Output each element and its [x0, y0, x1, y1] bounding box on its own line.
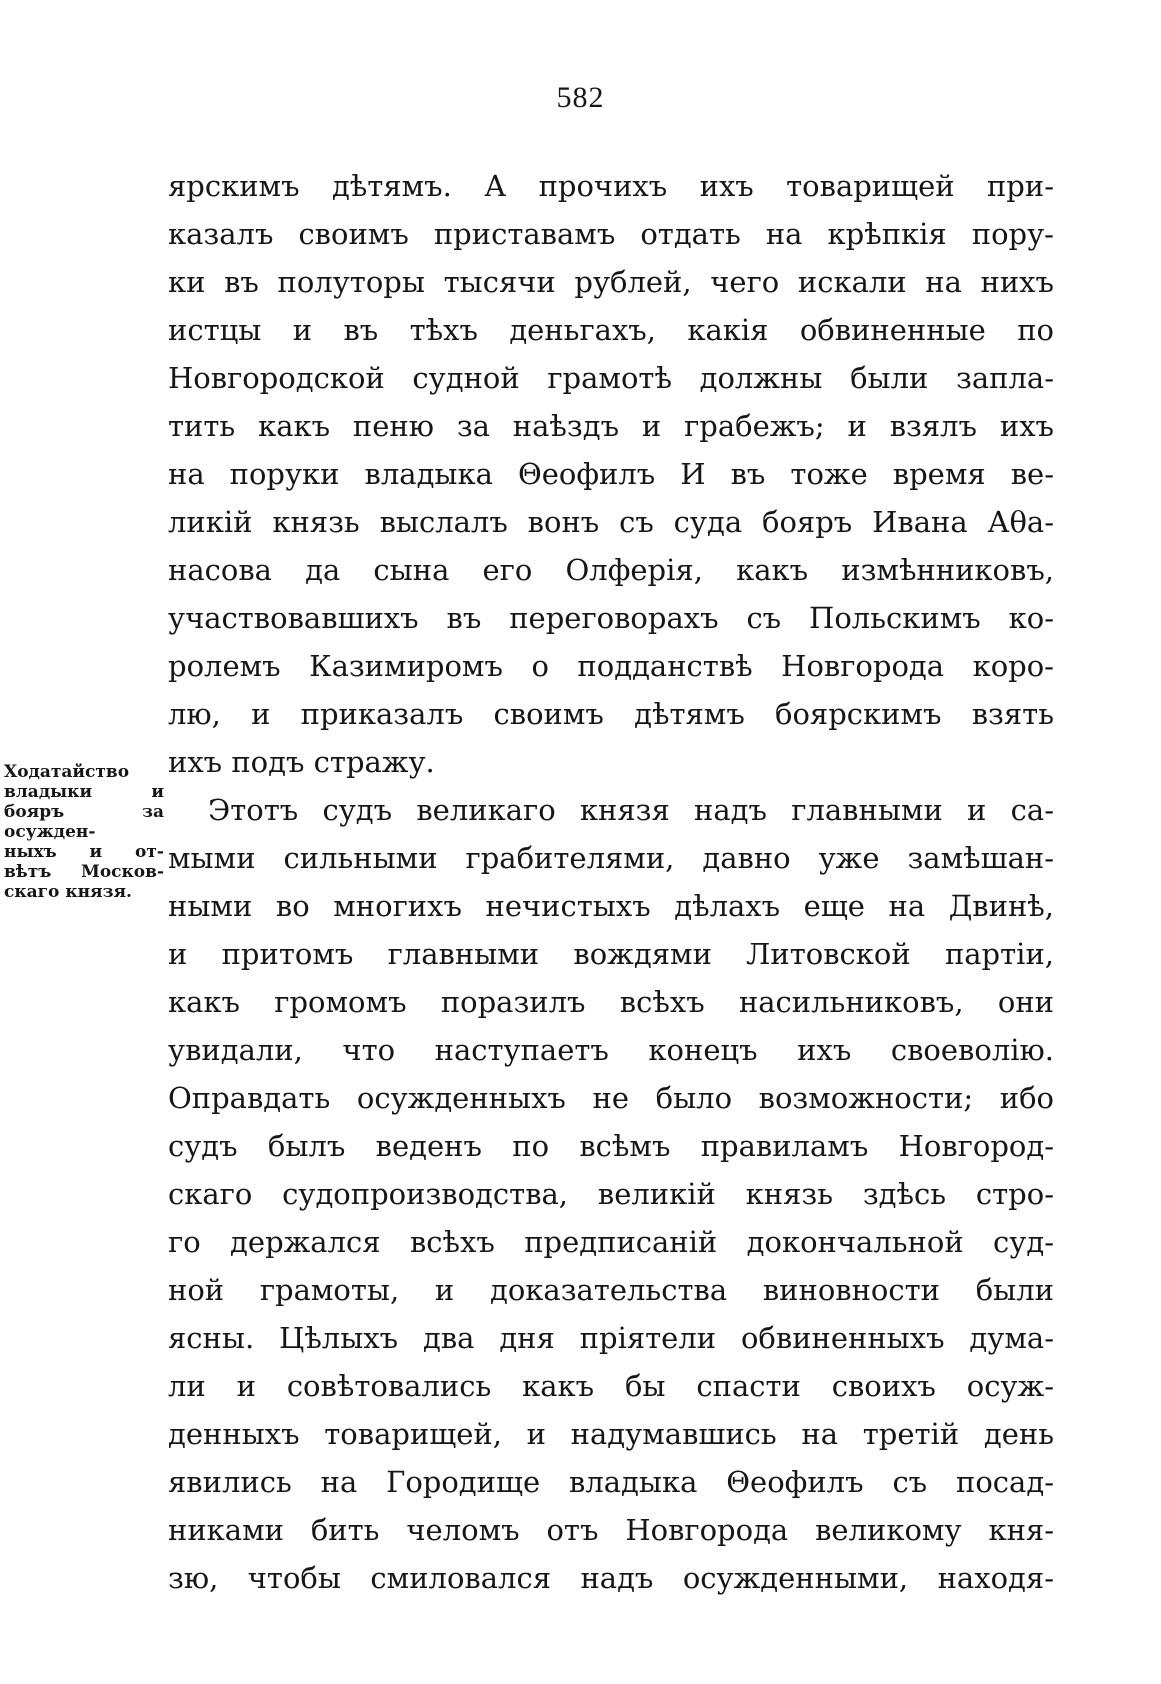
text-line: Новгородской судной грамотѣ должны были запла-	[168, 361, 1054, 395]
text-line: ными во многихъ нечистыхъ дѣлахъ еще на Двинѣ,	[168, 889, 1054, 923]
text-line: явились на Городище владыка Θеофилъ съ посад-	[168, 1465, 1054, 1499]
text-line: участвовавшихъ въ переговорахъ съ Польскимъ ко-	[168, 601, 1054, 635]
text-line: ролемъ Казимиромъ о подданствѣ Новгорода коро-	[168, 649, 1054, 683]
text-line: и притомъ главными вождями Литовской партіи,	[168, 937, 1054, 971]
margin-note	[4, 762, 164, 902]
text-line: никами бить челомъ отъ Новгорода великому кня-	[168, 1513, 1054, 1547]
text-line: ихъ подъ стражу.	[168, 745, 435, 779]
margin-note-line: вѣтъ Москов-	[4, 862, 164, 882]
text-line: какъ громомъ поразилъ всѣхъ насильниковъ, они	[168, 985, 1054, 1019]
text-line: истцы и въ тѣхъ деньгахъ, какія обвиненные по	[168, 313, 1054, 347]
text-line: на поруки владыка Θеофилъ И въ тоже время ве-	[168, 457, 1054, 491]
text-line: ли и совѣтовались какъ бы спасти своихъ осуж-	[168, 1369, 1054, 1403]
margin-note-line: осужден-	[4, 822, 96, 842]
text-line: насова да сына его Олферія, какъ измѣнниковъ,	[168, 553, 1054, 587]
margin-note-line: бояръ за	[4, 802, 164, 822]
text-line: ки въ полуторы тысячи рублей, чего искали на нихъ	[168, 265, 1054, 299]
text-line: увидали, что наступаетъ конецъ ихъ своеволію.	[168, 1033, 1054, 1067]
text-line: казалъ своимъ приставамъ отдать на крѣпкія пору-	[168, 217, 1054, 251]
paragraph-1	[168, 162, 1054, 786]
text-line: мыми сильными грабителями, давно уже замѣшан-	[168, 841, 1054, 875]
page-number: 582	[556, 81, 605, 114]
text-line: лю, и приказалъ своимъ дѣтямъ боярскимъ взять	[168, 697, 1054, 731]
margin-note-line: Ходатайство	[4, 762, 130, 782]
text-line: Оправдать осужденныхъ не было возможности; ибо	[168, 1081, 1054, 1115]
text-line: ной грамоты, и доказательства виновности были	[168, 1273, 1054, 1307]
text-line: ликій князь выслалъ вонъ съ суда бояръ Ивана Аθа-	[168, 505, 1054, 539]
text-line: Этотъ судъ великаго князя надъ главными и са-	[208, 793, 1054, 827]
text-line: тить какъ пеню за наѣздъ и грабежъ; и взялъ ихъ	[168, 409, 1054, 443]
text-line: го держался всѣхъ предписаній докончальной суд-	[168, 1225, 1054, 1259]
text-line: денныхъ товарищей, и надумавшись на третій день	[168, 1417, 1054, 1451]
margin-note-line: скаго князя.	[4, 882, 132, 902]
text-line: ясны. Цѣлыхъ два дня пріятели обвиненныхъ дума-	[168, 1321, 1054, 1355]
text-line: скаго судопроизводства, великій князь здѣсь стро-	[168, 1177, 1054, 1211]
margin-note-line: владыки и	[4, 782, 164, 802]
margin-note-line: ныхъ и от-	[4, 842, 164, 862]
body-text	[168, 162, 1054, 1602]
paragraph-2	[168, 786, 1054, 1602]
text-line: судъ былъ веденъ по всѣмъ правиламъ Новгород-	[168, 1129, 1054, 1163]
text-line: зю, чтобы смиловался надъ осужденными, находя-	[168, 1561, 1054, 1595]
text-line: ярскимъ дѣтямъ. А прочихъ ихъ товарищей при-	[168, 169, 1054, 203]
